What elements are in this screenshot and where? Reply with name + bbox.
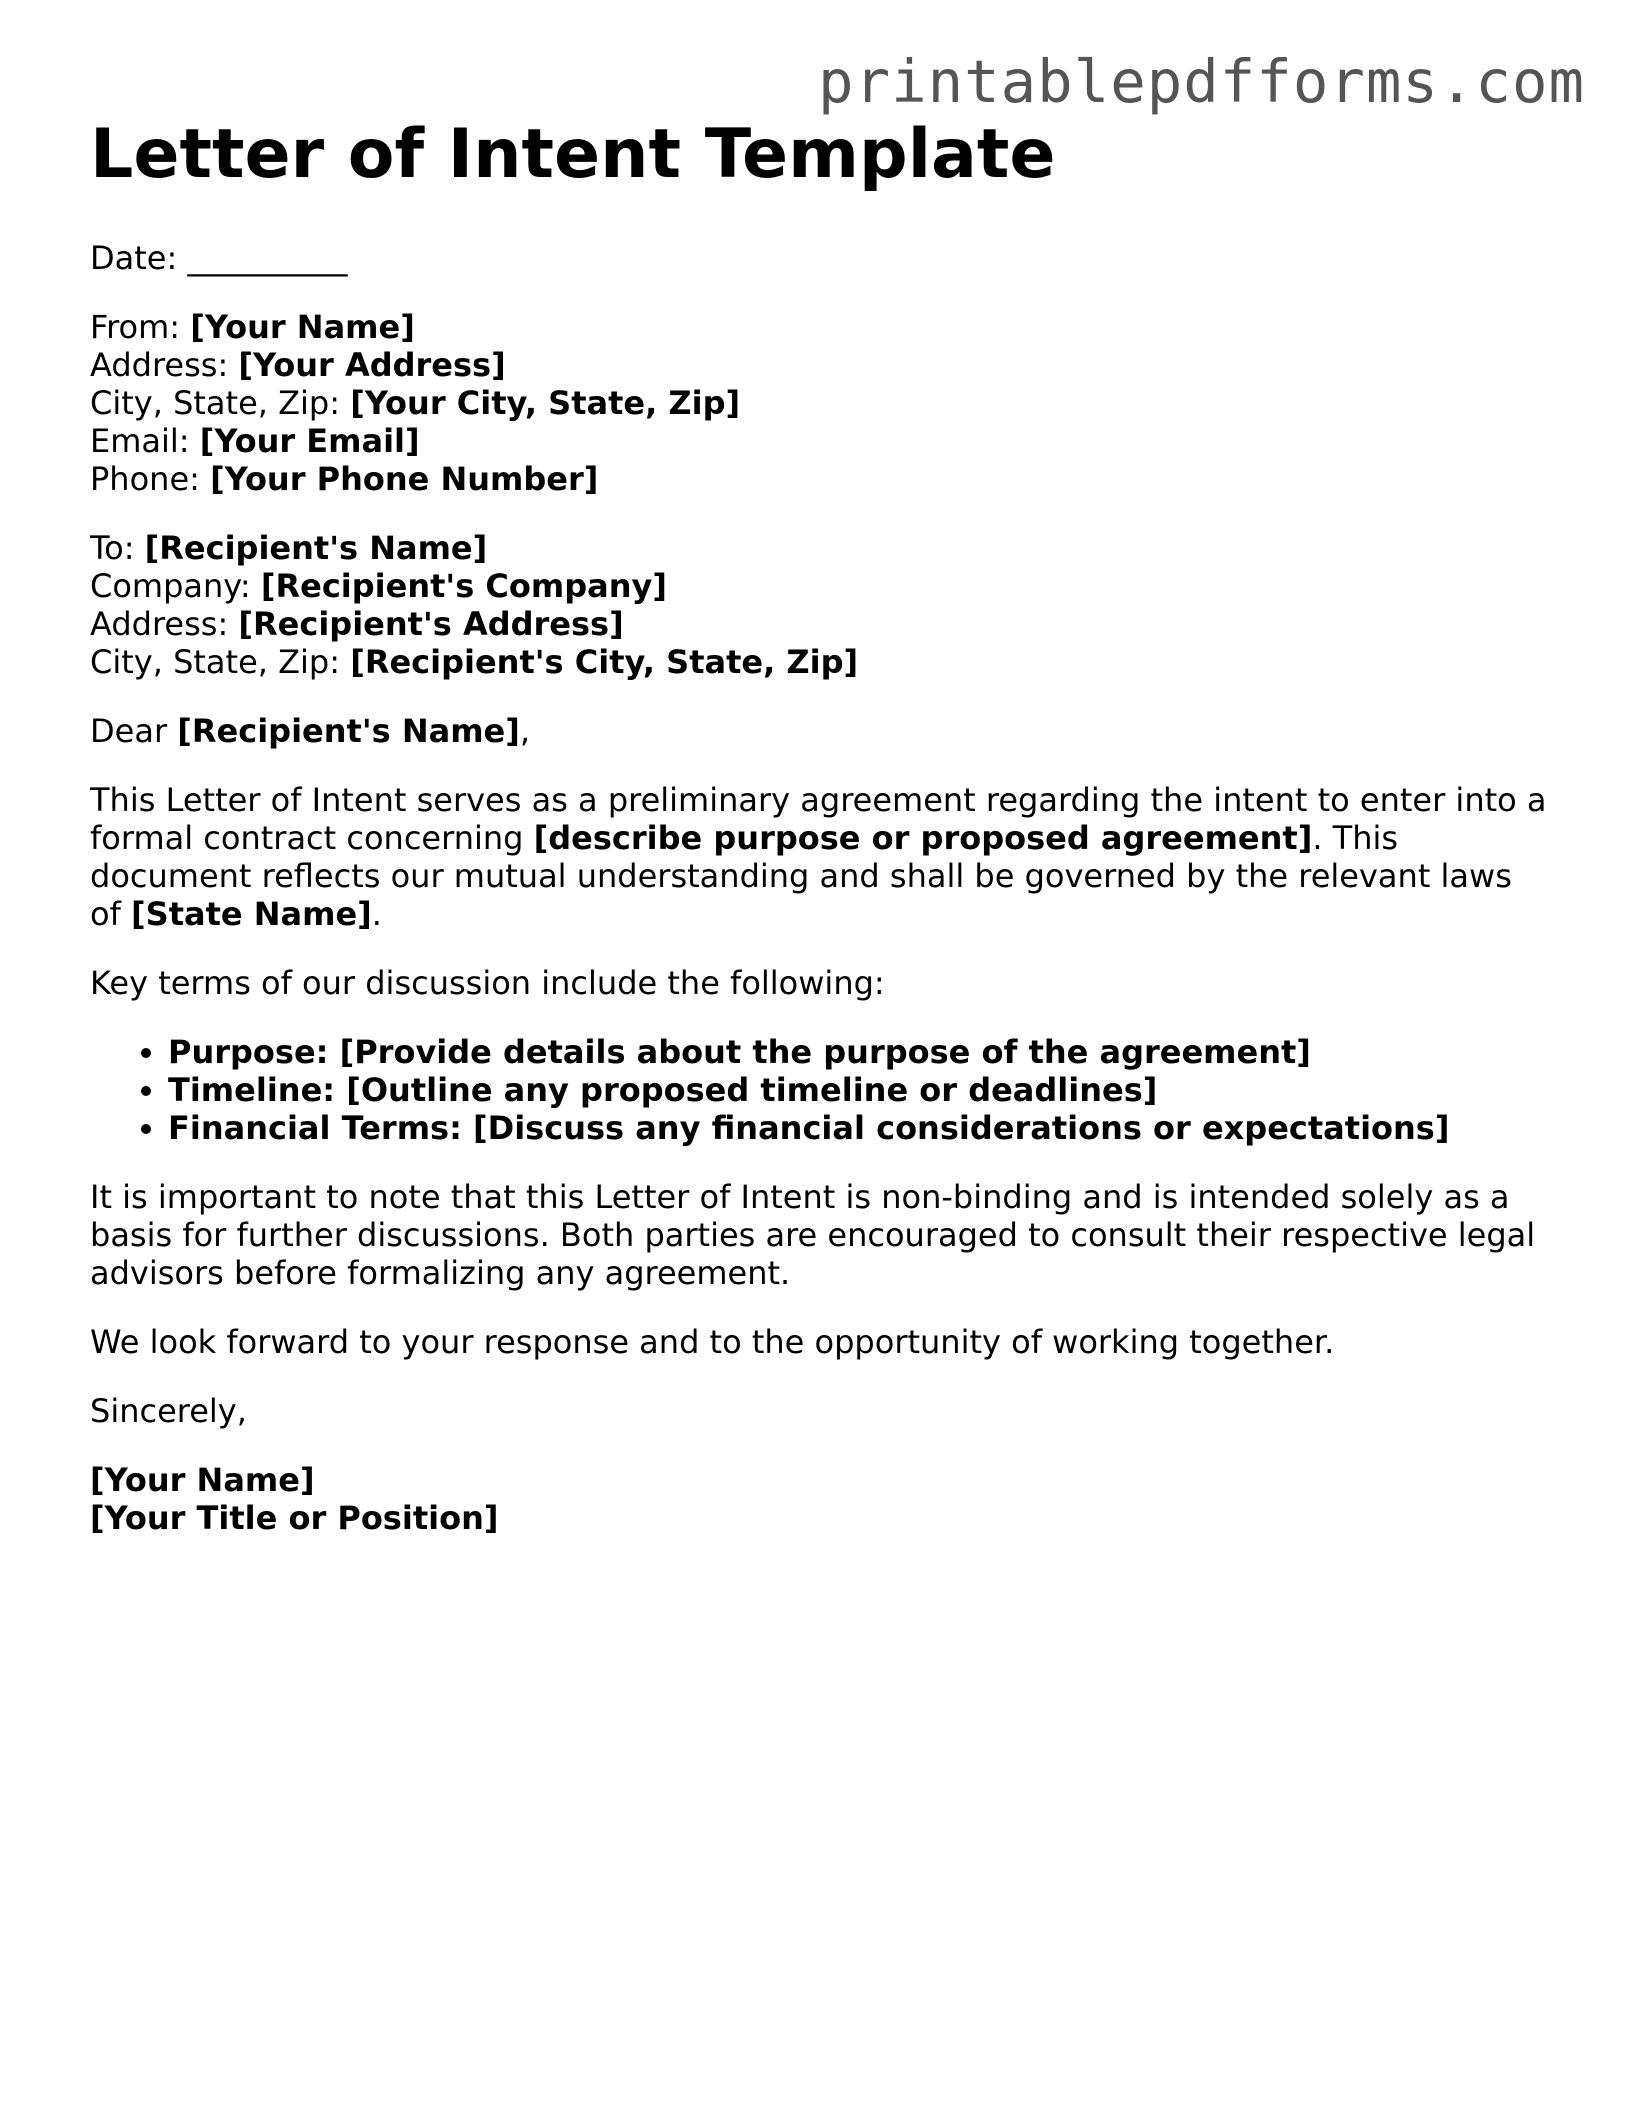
intro-purpose: [describe purpose or proposed agreement] [533,818,1313,857]
recipient-city-line [90,643,1550,681]
closing-paragraph: We look forward to your response and to the opportunity of working together. [90,1322,1335,1361]
page-title: Letter of Intent Template [90,115,1056,194]
sign-off: Sincerely, [90,1391,247,1430]
recipient-address-line [90,605,1550,643]
date-blank: __________ [187,238,348,277]
sender-name-label: From: [90,307,181,346]
salutation-comma: , [519,711,531,750]
key-term-purpose: • Purpose: [Provide details about the purpose of the agreement] [168,1033,1550,1071]
sender-phone-line [90,460,1550,498]
sender-email-value: [Your Email] [199,421,420,460]
key-term-timeline: • Timeline: [Outline any proposed timeline or deadlines] [168,1071,1550,1109]
date-section [90,239,1550,277]
recipient-company-value: [Recipient's Company] [260,566,667,605]
recipient-address-value: [Recipient's Address] [238,604,624,643]
intro-text-1: This Letter of Intent serves as a preliminary agreement regarding the intent to enter into a formal contract concerning [90,780,1547,857]
sender-address-value: [Your Address] [238,345,506,384]
sender-city-value: [Your City, State, Zip] [350,383,741,422]
recipient-name-line [90,529,1550,567]
recipient-company-label: Company: [90,566,251,605]
sender-phone-label: Phone: [90,459,200,498]
key-terms-intro: Key terms of our discussion include the following: [90,963,885,1002]
signature-name: [Your Name] [90,1460,315,1499]
recipient-address-label: Address: [90,604,229,643]
nonbinding-paragraph: It is important to note that this Letter of Intent is non-binding and is intended solely as a basis for further discussions. Both parties are encouraged to consult their respective legal advisors before formalizing any agreement. [90,1177,1536,1292]
recipient-name-label: To: [90,528,135,567]
sender-name-value: [Your Name] [190,307,415,346]
sender-city-label: City, State, Zip: [90,383,341,422]
sender-city-line [90,384,1550,422]
date-label: Date: [90,238,178,277]
signature-title: [Your Title or Position] [90,1498,499,1537]
salutation-name: [Recipient's Name] [177,711,520,750]
sender-address-line [90,346,1550,384]
letter-document [90,115,1550,1537]
recipient-city-value: [Recipient's City, State, Zip] [350,642,859,681]
recipient-company-line [90,567,1550,605]
key-term-financial: • Financial Terms: [Discuss any financial considerations or expectations] [168,1109,1550,1147]
salutation-prefix: Dear [90,711,168,750]
sender-email-line [90,422,1550,460]
key-terms-list [90,1033,1550,1147]
sender-name-line [90,308,1550,346]
recipient-name-value: [Recipient's Name] [144,528,488,567]
sender-email-label: Email: [90,421,190,460]
intro-paragraph [90,781,1550,933]
salutation [90,712,1550,750]
sender-block [90,308,1550,498]
signature-block [90,1461,1550,1537]
watermark: printablepdfforms.com [818,47,1585,116]
recipient-city-label: City, State, Zip: [90,642,341,681]
intro-text-3: . [371,894,382,933]
sender-phone-value: [Your Phone Number] [210,459,599,498]
recipient-block [90,529,1550,681]
intro-text-2: . This document reflects our mutual understanding and shall be governed by the relevant laws of [90,818,1512,933]
intro-state: [State Name] [131,894,372,933]
sender-address-label: Address: [90,345,229,384]
